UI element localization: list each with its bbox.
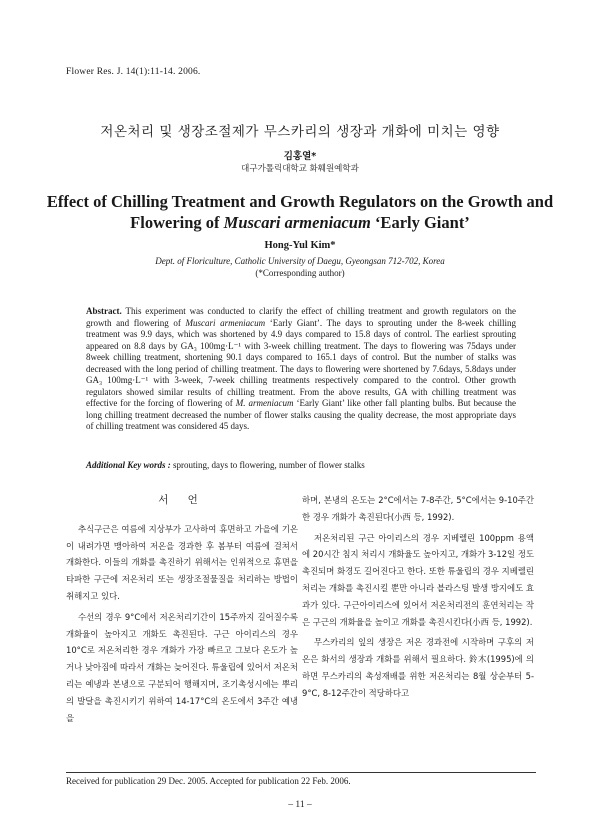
body-column-right xyxy=(302,492,534,702)
abstract-text-3: ‘Early Giant’ like other fall planting bulbs. But because the long chilling treatment decreased the number of flower stalks causing the quality decrease, the most appropriate days of chilling treatment was considered 45 days. xyxy=(86,398,516,431)
corresponding-note: (*Corresponding author) xyxy=(255,268,345,278)
english-title-line2-prefix: Flowering of xyxy=(130,213,224,232)
body-paragraph: 무스카리의 잎의 생장은 저온 경과전에 시작하며 구후의 저온은 화서의 생장과 개화를 위해서 필요하다. 鈴木(1995)에 의하면 무스카리의 촉성재배를 위한 저온처리는 8월 상순부터 5-9°C, 8-12주간이 적당하다고 xyxy=(302,637,534,698)
abstract-species-2: M. armeniacum xyxy=(235,398,294,408)
english-title-line2-suffix: ‘Early Giant’ xyxy=(370,213,470,232)
abstract-text-1: This experiment was conducted to clarify the effect of chilling treatment and growth regulators on the growth and flowering of xyxy=(86,306,516,328)
body-paragraph: 추식구근은 여름에 지상부가 고사하여 휴면하고 가을에 기온이 내려가면 맹아하여 저온을 경과한 후 봄부터 여름에 걸쳐서 개화한다. 이들의 개화를 촉진하기 위해서는 인위적으로 휴면을 타파한 구근에 저온처리 또는 생장조절물질을 처리하는 방법이 취해지고 있다. xyxy=(66,523,298,601)
body-paragraph: 하며, 본냉의 온도는 2°C에서는 7-8주간, 5°C에서는 9-10주간한 경우 개화가 촉진된다(小西 등, 1992). xyxy=(302,495,534,522)
body-paragraph: 저온처리된 구근 아이리스의 경우 지베렐린 100ppm 용액에 20시간 침지 처리시 개화율도 높아지고, 개화가 3-12일 정도 촉진되며 화경도 길어진다고 한다. 또한 튜울립의 경우 지베렐린처리는 개화를 촉진시킬 뿐만 아니라 블라스팅 발생 방지에도 효과가 있다. 구근아이리스에 있어서 저온처리전의 훈연처리는 작은 구근의 개화율을 높이고 개화를 촉진시킨다(小西 등, 1992). xyxy=(302,532,534,627)
abstract xyxy=(86,306,516,433)
abstract-label: Abstract. xyxy=(86,306,122,316)
english-title-species: Muscari armeniacum xyxy=(223,213,371,232)
korean-author: 김홍열* xyxy=(283,151,317,162)
body-column-left xyxy=(66,492,298,726)
keywords xyxy=(86,460,516,470)
english-affiliation: Dept. of Floriculture, Catholic University of Daegu, Gyeongsan 712-702, Korea xyxy=(155,256,445,266)
page-number: – 11 – xyxy=(288,800,312,810)
abstract-species-1: Muscari armeniacum xyxy=(185,317,266,328)
received-footnote: Received for publication 29 Dec. 2005. Accepted for publication 22 Feb. 2006. xyxy=(66,776,351,786)
korean-title: 저온처리 및 생장조절제가 무스카리의 생장과 개화에 미치는 영향 xyxy=(100,124,500,140)
korean-affiliation: 대구가톨릭대학교 화훼원예학과 xyxy=(241,164,359,174)
footnote-divider xyxy=(66,772,536,773)
section-heading-introduction: 서 언 xyxy=(158,494,206,506)
keywords-label: Additional Key words : xyxy=(86,460,171,470)
english-title xyxy=(40,191,560,233)
english-title-line1: Effect of Chilling Treatment and Growth Regulators on the Growth and xyxy=(46,192,554,211)
abstract-text-2: ‘Early Giant’. The days to sprouting under the 8-week chilling treatment was 9.9 days, which was shortened by 4.9 days compared to 15.8 days of control. The earliest sprouting appeared on 8.8 days by GA₃ 100mg·L⁻¹ with 3-week chilling treatment. The days to flowering was 75days under 8week chilling treatment, shortening 90.1 days compared to 165.1 days of control. But the number of stalks was decreased with the long period of chilling treatment. The days to flowering were shortened by 7.6days, 5.8days under GA₃ 100mg·L⁻¹ with 3-week, 7-week chilling treatments respectively compared to the control. Other growth regulators showed similar results of chilling treatment. From the above results, GA with chilling treatment was effective for the forcing of flowering of xyxy=(86,317,516,408)
keywords-text: sprouting, days to flowering, number of flower stalks xyxy=(170,460,365,470)
body-paragraph: 수선의 경우 9°C에서 저온처리기간이 15주까지 길어질수록 개화율이 높아지고 개화도 촉진된다. 구근 아이리스의 경우 10°C로 저온처리한 경우 개화가 가장 빠르고 그보다 온도가 높거나 낮아짐에 따라서 개화는 늦어진다. 튜울립에 있어서 저온처리는 예냉과 본냉으로 구분되어 행해지며, 조기촉성시에는 뿌리의 발달을 촉진시키기 위하여 14-17°C의 온도에서 3주간 예냉을 xyxy=(66,611,298,723)
english-author: Hong-Yul Kim* xyxy=(264,240,336,251)
journal-reference: Flower Res. J. 14(1):11-14. 2006. xyxy=(66,67,201,77)
